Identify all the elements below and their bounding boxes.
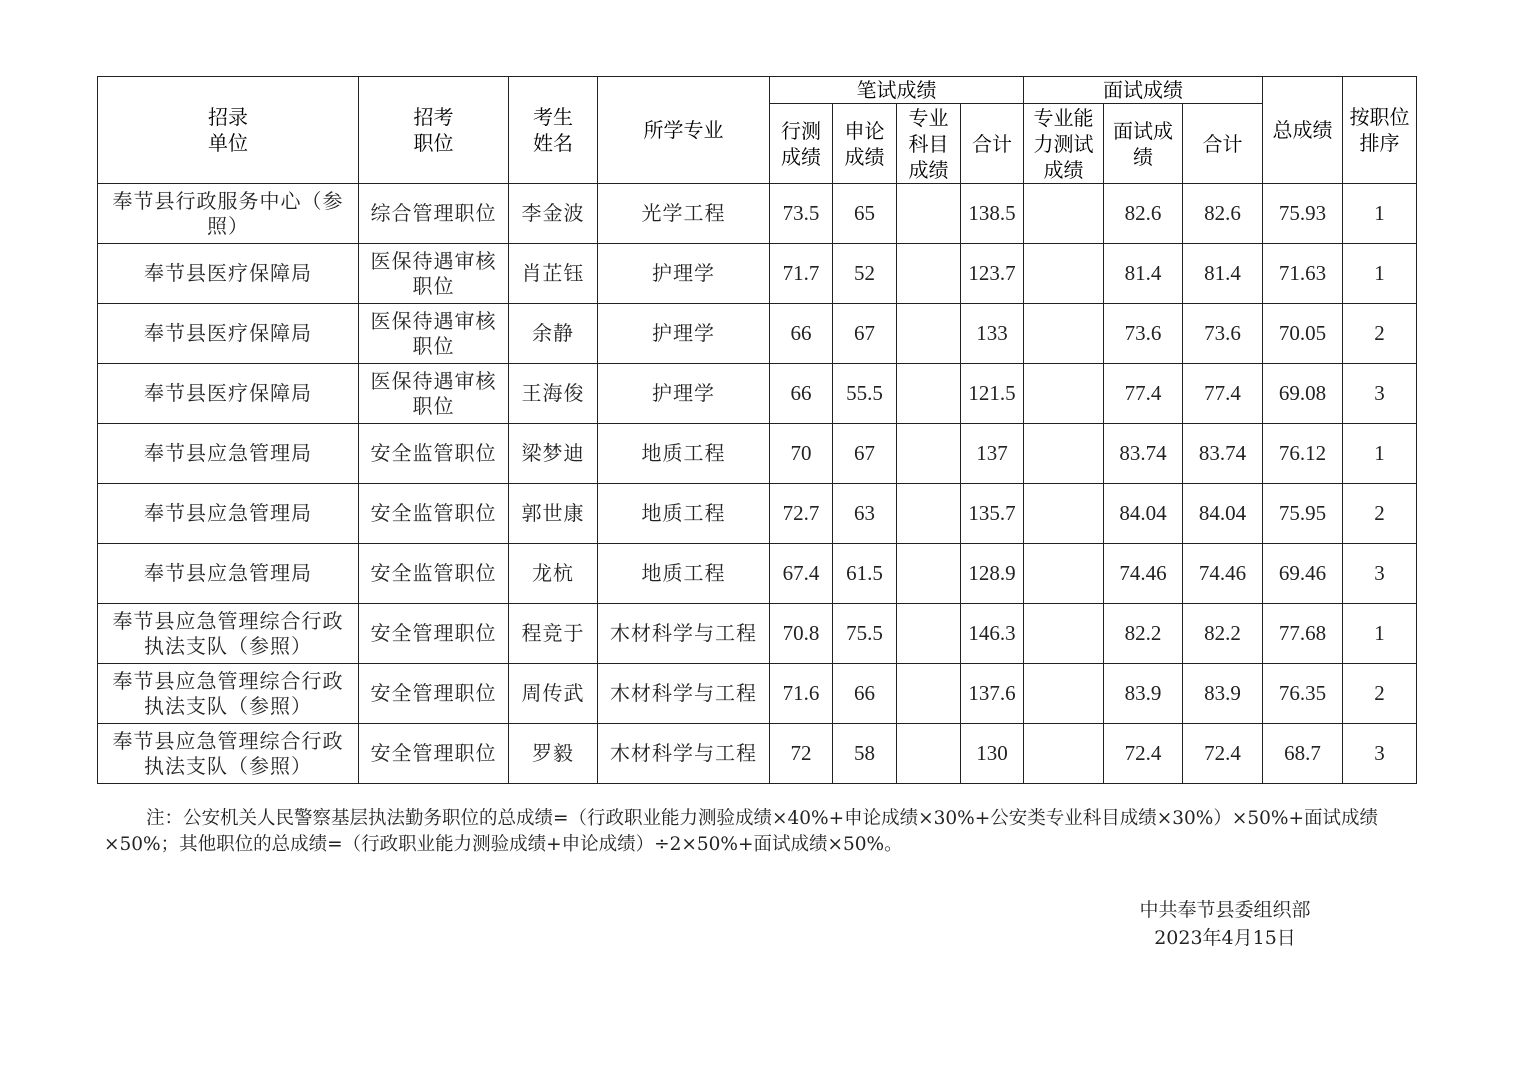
- cell-total: 69.46: [1263, 544, 1343, 604]
- table-row: [98, 244, 1417, 304]
- cell-shenlun: 61.5: [833, 544, 897, 604]
- signature-org: 中共奉节县委组织部: [1139, 899, 1311, 921]
- cell-major: 光学工程: [598, 184, 770, 244]
- cell-unit: 奉节县应急管理局: [98, 544, 359, 604]
- cell-interview-total: 72.4: [1183, 724, 1263, 784]
- cell-interview-score: 73.6: [1104, 304, 1183, 364]
- cell-name: 梁梦迪: [509, 424, 598, 484]
- cell-zhuanye: [897, 484, 961, 544]
- header-zhuanye: 专业 科目 成绩: [897, 104, 961, 184]
- cell-interview-score: 74.46: [1104, 544, 1183, 604]
- cell-written-total: 137.6: [961, 664, 1024, 724]
- cell-position: 安全管理职位: [359, 664, 509, 724]
- cell-ability: [1024, 724, 1104, 784]
- cell-written-total: 123.7: [961, 244, 1024, 304]
- cell-xingce: 73.5: [770, 184, 833, 244]
- cell-major: 地质工程: [598, 424, 770, 484]
- cell-rank: 2: [1343, 304, 1417, 364]
- cell-total: 71.63: [1263, 244, 1343, 304]
- table-row: [98, 724, 1417, 784]
- cell-interview-total: 83.74: [1183, 424, 1263, 484]
- cell-written-total: 135.7: [961, 484, 1024, 544]
- cell-name: 程竞于: [509, 604, 598, 664]
- cell-shenlun: 52: [833, 244, 897, 304]
- cell-zhuanye: [897, 604, 961, 664]
- cell-position: 综合管理职位: [359, 184, 509, 244]
- cell-unit: 奉节县应急管理综合行政执法支队（参照）: [98, 724, 359, 784]
- cell-shenlun: 55.5: [833, 364, 897, 424]
- cell-zhuanye: [897, 724, 961, 784]
- cell-unit: 奉节县应急管理局: [98, 484, 359, 544]
- cell-ability: [1024, 544, 1104, 604]
- cell-written-total: 138.5: [961, 184, 1024, 244]
- cell-unit: 奉节县行政服务中心（参照）: [98, 184, 359, 244]
- signature-date: 2023年4月15日: [1154, 927, 1296, 949]
- cell-unit: 奉节县应急管理综合行政执法支队（参照）: [98, 604, 359, 664]
- table-row: [98, 364, 1417, 424]
- cell-total: 69.08: [1263, 364, 1343, 424]
- cell-interview-score: 83.74: [1104, 424, 1183, 484]
- cell-total: 68.7: [1263, 724, 1343, 784]
- cell-major: 木材科学与工程: [598, 604, 770, 664]
- cell-unit: 奉节县应急管理局: [98, 424, 359, 484]
- cell-name: 余静: [509, 304, 598, 364]
- cell-position: 医保待遇审核职位: [359, 304, 509, 364]
- cell-shenlun: 67: [833, 304, 897, 364]
- header-total: 总成绩: [1263, 77, 1343, 184]
- cell-interview-score: 72.4: [1104, 724, 1183, 784]
- cell-position: 安全管理职位: [359, 604, 509, 664]
- cell-rank: 1: [1343, 424, 1417, 484]
- cell-zhuanye: [897, 304, 961, 364]
- cell-xingce: 66: [770, 364, 833, 424]
- cell-major: 护理学: [598, 364, 770, 424]
- table-row: [98, 484, 1417, 544]
- cell-zhuanye: [897, 664, 961, 724]
- cell-total: 76.35: [1263, 664, 1343, 724]
- cell-interview-total: 82.6: [1183, 184, 1263, 244]
- cell-xingce: 66: [770, 304, 833, 364]
- header-major: 所学专业: [598, 77, 770, 184]
- cell-name: 郭世康: [509, 484, 598, 544]
- cell-zhuanye: [897, 544, 961, 604]
- cell-rank: 2: [1343, 664, 1417, 724]
- cell-interview-score: 81.4: [1104, 244, 1183, 304]
- header-rank: 按职位 排序: [1343, 77, 1417, 184]
- header-interview-group: 面试成绩: [1024, 77, 1263, 104]
- cell-rank: 3: [1343, 364, 1417, 424]
- cell-ability: [1024, 244, 1104, 304]
- cell-total: 75.93: [1263, 184, 1343, 244]
- cell-total: 77.68: [1263, 604, 1343, 664]
- cell-written-total: 133: [961, 304, 1024, 364]
- cell-written-total: 128.9: [961, 544, 1024, 604]
- header-position: 招考 职位: [359, 77, 509, 184]
- cell-ability: [1024, 484, 1104, 544]
- cell-total: 70.05: [1263, 304, 1343, 364]
- cell-rank: 1: [1343, 604, 1417, 664]
- cell-shenlun: 67: [833, 424, 897, 484]
- score-table: [97, 76, 1417, 784]
- table-row: [98, 604, 1417, 664]
- cell-written-total: 121.5: [961, 364, 1024, 424]
- cell-ability: [1024, 364, 1104, 424]
- header-interview-score: 面试成 绩: [1104, 104, 1183, 184]
- cell-interview-score: 82.2: [1104, 604, 1183, 664]
- cell-interview-total: 83.9: [1183, 664, 1263, 724]
- cell-name: 龙杭: [509, 544, 598, 604]
- cell-ability: [1024, 664, 1104, 724]
- cell-position: 医保待遇审核职位: [359, 244, 509, 304]
- cell-xingce: 67.4: [770, 544, 833, 604]
- cell-written-total: 146.3: [961, 604, 1024, 664]
- cell-xingce: 72: [770, 724, 833, 784]
- cell-interview-total: 73.6: [1183, 304, 1263, 364]
- cell-ability: [1024, 604, 1104, 664]
- cell-zhuanye: [897, 184, 961, 244]
- cell-name: 罗毅: [509, 724, 598, 784]
- cell-rank: 1: [1343, 244, 1417, 304]
- cell-unit: 奉节县应急管理综合行政执法支队（参照）: [98, 664, 359, 724]
- cell-written-total: 130: [961, 724, 1024, 784]
- cell-major: 地质工程: [598, 544, 770, 604]
- footnote: 注：公安机关人民警察基层执法勤务职位的总成绩=（行政职业能力测验成绩×40%+申论成绩×30%+公安类专业科目成绩×30%）×50%+面试成绩×50%；其他职位的总成绩=（行政职业能力测验成绩+申论成绩）÷2×50%+面试成绩×50%。: [104, 808, 1378, 855]
- cell-ability: [1024, 424, 1104, 484]
- cell-unit: 奉节县医疗保障局: [98, 244, 359, 304]
- header-written-group: 笔试成绩: [770, 77, 1024, 104]
- header-xingce: 行测 成绩: [770, 104, 833, 184]
- score-table-body: [98, 184, 1417, 784]
- cell-major: 护理学: [598, 244, 770, 304]
- header-row-group: [98, 77, 1417, 104]
- header-shenlun: 申论 成绩: [833, 104, 897, 184]
- cell-interview-total: 74.46: [1183, 544, 1263, 604]
- header-name: 考生 姓名: [509, 77, 598, 184]
- table-row: [98, 424, 1417, 484]
- header-written-total: 合计: [961, 104, 1024, 184]
- cell-rank: 1: [1343, 184, 1417, 244]
- cell-xingce: 71.7: [770, 244, 833, 304]
- table-row: [98, 664, 1417, 724]
- cell-interview-total: 84.04: [1183, 484, 1263, 544]
- cell-name: 周传武: [509, 664, 598, 724]
- table-row: [98, 184, 1417, 244]
- cell-major: 地质工程: [598, 484, 770, 544]
- cell-position: 安全监管职位: [359, 424, 509, 484]
- cell-interview-score: 84.04: [1104, 484, 1183, 544]
- cell-major: 护理学: [598, 304, 770, 364]
- cell-major: 木材科学与工程: [598, 724, 770, 784]
- cell-position: 医保待遇审核职位: [359, 364, 509, 424]
- cell-interview-score: 82.6: [1104, 184, 1183, 244]
- cell-unit: 奉节县医疗保障局: [98, 304, 359, 364]
- header-unit: 招录 单位: [98, 77, 359, 184]
- cell-ability: [1024, 304, 1104, 364]
- cell-rank: 3: [1343, 724, 1417, 784]
- cell-interview-total: 77.4: [1183, 364, 1263, 424]
- cell-position: 安全监管职位: [359, 484, 509, 544]
- cell-name: 李金波: [509, 184, 598, 244]
- cell-name: 肖芷钰: [509, 244, 598, 304]
- cell-position: 安全监管职位: [359, 544, 509, 604]
- cell-xingce: 72.7: [770, 484, 833, 544]
- cell-major: 木材科学与工程: [598, 664, 770, 724]
- cell-total: 76.12: [1263, 424, 1343, 484]
- cell-written-total: 137: [961, 424, 1024, 484]
- cell-position: 安全管理职位: [359, 724, 509, 784]
- cell-interview-total: 82.2: [1183, 604, 1263, 664]
- cell-shenlun: 66: [833, 664, 897, 724]
- cell-unit: 奉节县医疗保障局: [98, 364, 359, 424]
- table-row: [98, 304, 1417, 364]
- cell-name: 王海俊: [509, 364, 598, 424]
- cell-interview-score: 83.9: [1104, 664, 1183, 724]
- cell-xingce: 70: [770, 424, 833, 484]
- cell-zhuanye: [897, 244, 961, 304]
- cell-total: 75.95: [1263, 484, 1343, 544]
- cell-shenlun: 58: [833, 724, 897, 784]
- signature-block: [1080, 896, 1370, 952]
- cell-ability: [1024, 184, 1104, 244]
- cell-rank: 2: [1343, 484, 1417, 544]
- cell-xingce: 71.6: [770, 664, 833, 724]
- table-row: [98, 544, 1417, 604]
- header-interview-total: 合计: [1183, 104, 1263, 184]
- cell-shenlun: 65: [833, 184, 897, 244]
- cell-interview-total: 81.4: [1183, 244, 1263, 304]
- cell-zhuanye: [897, 424, 961, 484]
- cell-xingce: 70.8: [770, 604, 833, 664]
- cell-zhuanye: [897, 364, 961, 424]
- cell-rank: 3: [1343, 544, 1417, 604]
- cell-interview-score: 77.4: [1104, 364, 1183, 424]
- cell-shenlun: 75.5: [833, 604, 897, 664]
- header-ability: 专业能 力测试 成绩: [1024, 104, 1104, 184]
- cell-shenlun: 63: [833, 484, 897, 544]
